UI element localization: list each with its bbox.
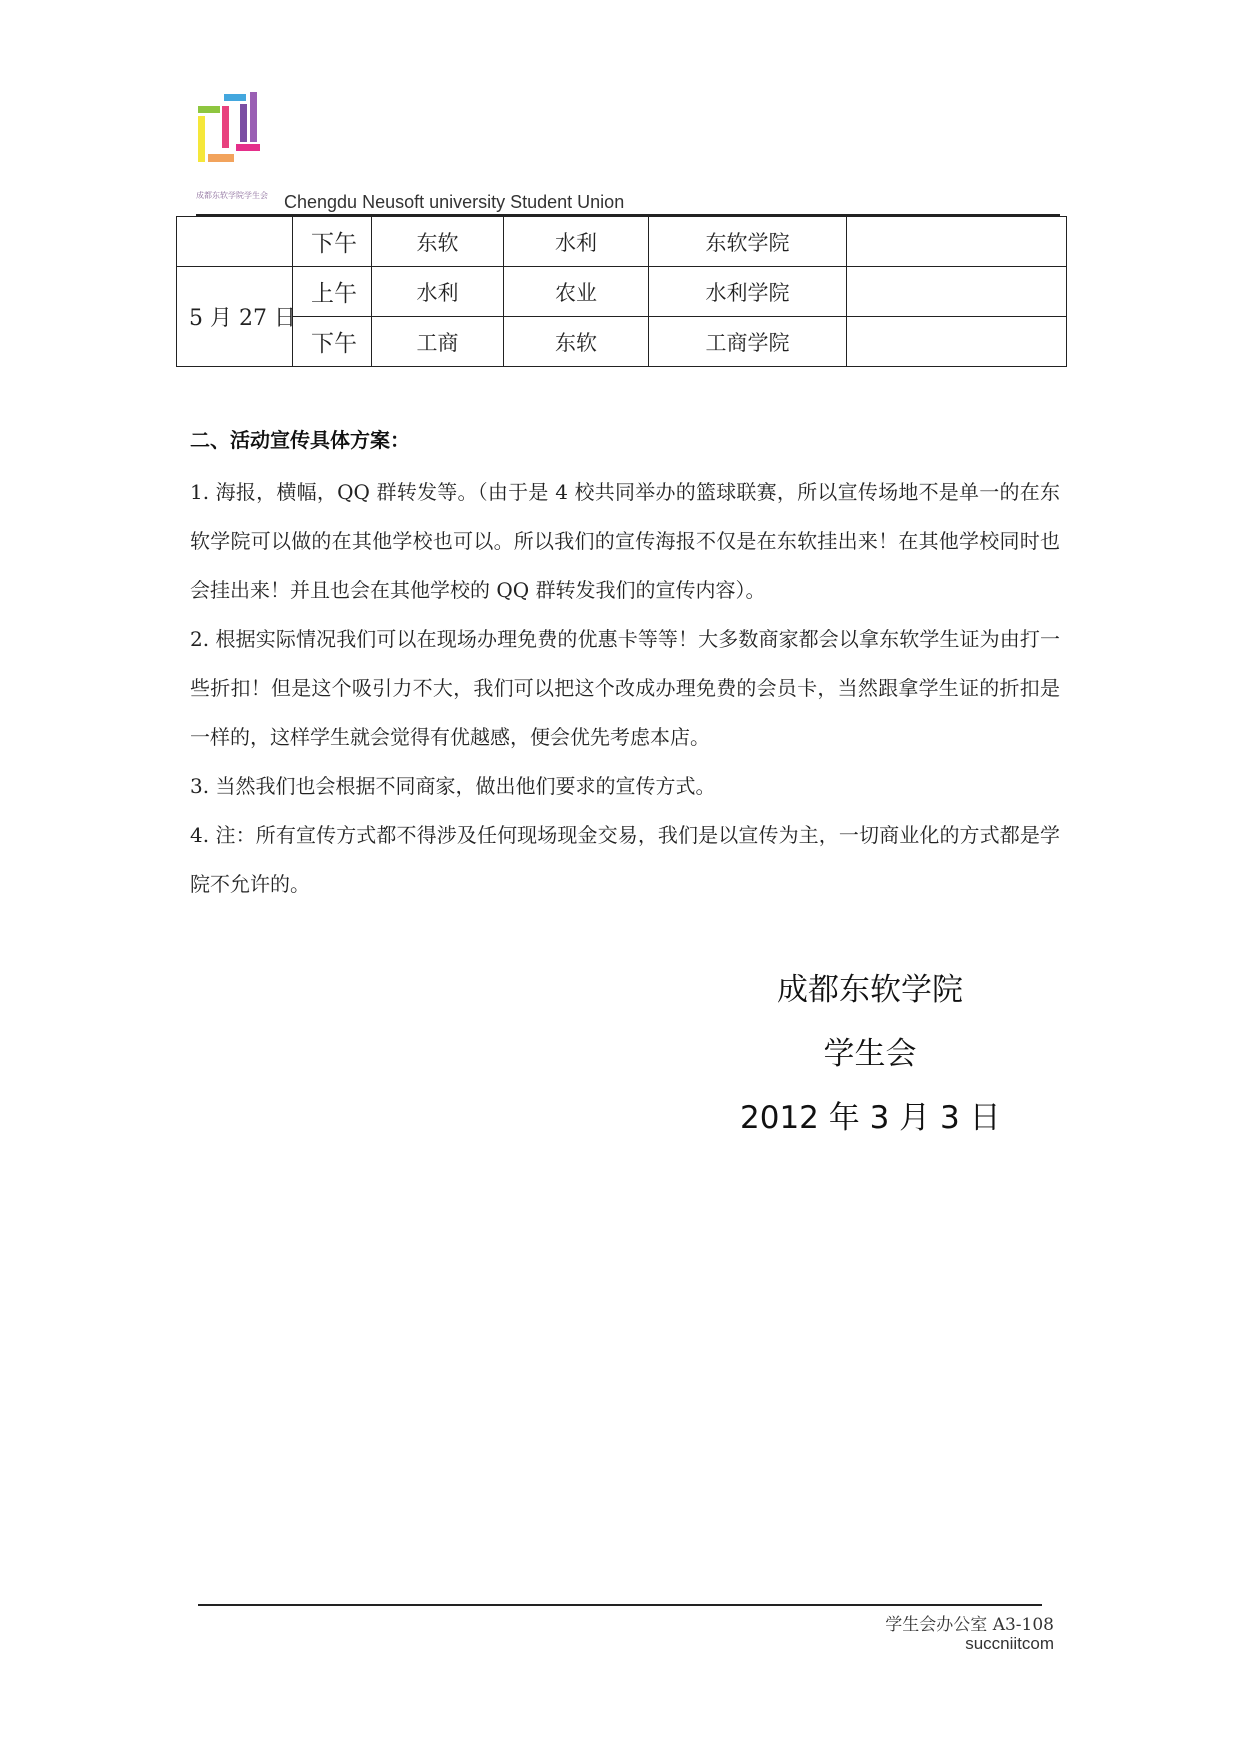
table-row (177, 317, 1067, 367)
signature-block (740, 958, 1000, 1150)
paragraph-1: 1. 海报，横幅，QQ 群转发等。（由于是 4 校共同举办的篮球联赛，所以宣传场地不是单一的在东软学院可以做的在其他学校也可以。所以我们的宣传海报不仅是在东软挂出来！在其他学校同时也会挂出来！并且也会在其他学校的 QQ 群转发我们的宣传内容）。 (190, 480, 1060, 602)
paragraph-4: 4. 注：所有宣传方式都不得涉及任何现场现金交易，我们是以宣传为主，一切商业化的方式都是学院不允许的。 (190, 823, 1060, 896)
date-cell (177, 217, 293, 267)
student-union-logo (198, 92, 270, 180)
team-b-cell: 农业 (504, 267, 649, 317)
footer-divider (198, 1604, 1042, 1606)
paragraph-3: 3. 当然我们也会根据不同商家，做出他们要求的宣传方式。 (190, 774, 716, 798)
team-a-cell: 水利 (372, 267, 504, 317)
team-a-cell: 东软 (372, 217, 504, 267)
time-cell: 上午 (293, 267, 372, 317)
note-cell (847, 217, 1067, 267)
footer-office: 学生会办公室 A3-108 (885, 1615, 1054, 1635)
paragraph-2: 2. 根据实际情况我们可以在现场办理免费的优惠卡等等！大多数商家都会以拿东软学生证为由打一些折扣！但是这个吸引力不大，我们可以把这个改成办理免费的会员卡，当然跟拿学生证的折扣是一样的，这样学生就会觉得有优越感，便会优先考虑本店。 (190, 627, 1060, 749)
logo-mark-icon (198, 92, 270, 180)
match-schedule-table (176, 216, 1067, 367)
venue-cell: 东软学院 (649, 217, 847, 267)
time-cell: 下午 (293, 317, 372, 367)
logo-subtitle: 成都东软学院学生会 (196, 191, 268, 200)
time-cell: 下午 (293, 217, 372, 267)
table-row (177, 267, 1067, 317)
team-a-cell: 工商 (372, 317, 504, 367)
venue-cell: 水利学院 (649, 267, 847, 317)
section-heading: 二、活动宣传具体方案： (190, 428, 410, 452)
team-b-cell: 东软 (504, 317, 649, 367)
note-cell (847, 267, 1067, 317)
signature-school: 成都东软学院 (777, 972, 963, 1008)
signature-date: 2012 年 3 月 3 日 (740, 1100, 1001, 1136)
date-cell: 5 月 27 日 (177, 267, 293, 367)
note-cell (847, 317, 1067, 367)
table-row (177, 217, 1067, 267)
union-english-name: Chengdu Neusoft university Student Union (284, 192, 625, 212)
footer-site: succniitcom (965, 1634, 1054, 1653)
team-b-cell: 水利 (504, 217, 649, 267)
venue-cell: 工商学院 (649, 317, 847, 367)
signature-org: 学生会 (823, 1036, 917, 1072)
section-body (190, 468, 1060, 909)
